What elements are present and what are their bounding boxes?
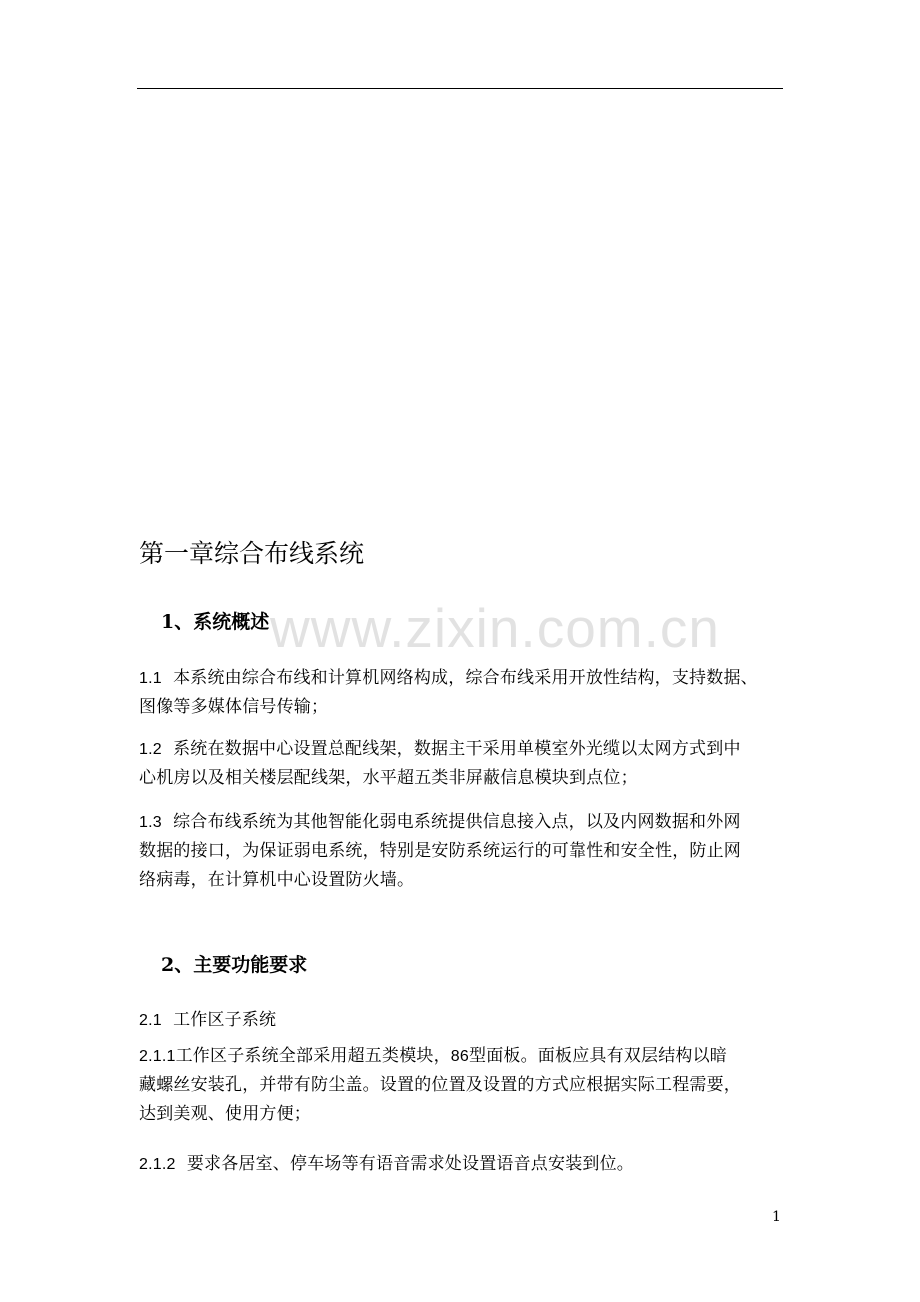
paragraph-text: 工作区子系统 — [173, 1010, 277, 1030]
section-heading-1: 1、系统概述 — [161, 611, 270, 633]
paragraph-number: 2.1 — [139, 1012, 162, 1029]
paragraph-line — [139, 664, 791, 693]
section-heading-2: 2、主要功能要求 — [161, 954, 308, 976]
paragraph-text: 要求各居室、停车场等有语音需求处设置语音点安装到位。 — [186, 1154, 635, 1174]
paragraph-text: 本系统由综合布线和计算机网络构成，综合布线采用开放性结构，支持数据、 — [173, 668, 758, 688]
paragraph-line: 络病毒，在计算机中心设置防火墙。 — [139, 870, 415, 890]
panel-model-number: 86 — [450, 1048, 469, 1065]
paragraph-line — [139, 1150, 791, 1179]
paragraph-number: 2.1.2 — [139, 1156, 176, 1173]
paragraph-text: 工作区子系统全部采用超五类模块， — [175, 1046, 451, 1066]
paragraph-1-2 — [139, 735, 791, 793]
paragraph-line — [139, 1042, 791, 1071]
header-rule — [137, 88, 783, 89]
paragraph-number: 2.1.1 — [139, 1048, 176, 1065]
paragraph-1-3 — [139, 808, 791, 895]
paragraph-line — [139, 1006, 791, 1035]
paragraph-2-1 — [139, 1006, 791, 1035]
paragraph-text: 系统在数据中心设置总配线架，数据主干采用单模室外光缆以太网方式到中 — [173, 739, 741, 759]
chapter-title: 第一章综合布线系统 — [139, 539, 365, 568]
paragraph-line: 数据的接口，为保证弱电系统，特别是安防系统运行的可靠性和安全性，防止网 — [139, 841, 741, 861]
page-number: 1 — [772, 1209, 781, 1225]
paragraph-text: 型面板。面板应具有双层结构以暗 — [469, 1046, 727, 1066]
paragraph-line — [139, 735, 791, 764]
watermark: www.zixin.com.cn — [270, 597, 720, 659]
paragraph-number: 1.3 — [139, 814, 162, 831]
paragraph-2-1-2 — [139, 1150, 791, 1179]
paragraph-number: 1.1 — [139, 670, 162, 687]
paragraph-line: 图像等多媒体信号传输； — [139, 697, 329, 717]
paragraph-2-1-1 — [139, 1042, 791, 1129]
paragraph-number: 1.2 — [139, 741, 162, 758]
paragraph-line: 藏螺丝安装孔，并带有防尘盖。设置的位置及设置的方式应根据实际工程需要， — [139, 1075, 741, 1095]
paragraph-text: 综合布线系统为其他智能化弱电系统提供信息接入点，以及内网数据和外网 — [173, 812, 741, 832]
paragraph-line: 达到美观、使用方便； — [139, 1104, 311, 1124]
paragraph-line — [139, 808, 791, 837]
paragraph-line: 心机房以及相关楼层配线架，水平超五类非屏蔽信息模块到点位； — [139, 768, 638, 788]
paragraph-1-1 — [139, 664, 791, 722]
